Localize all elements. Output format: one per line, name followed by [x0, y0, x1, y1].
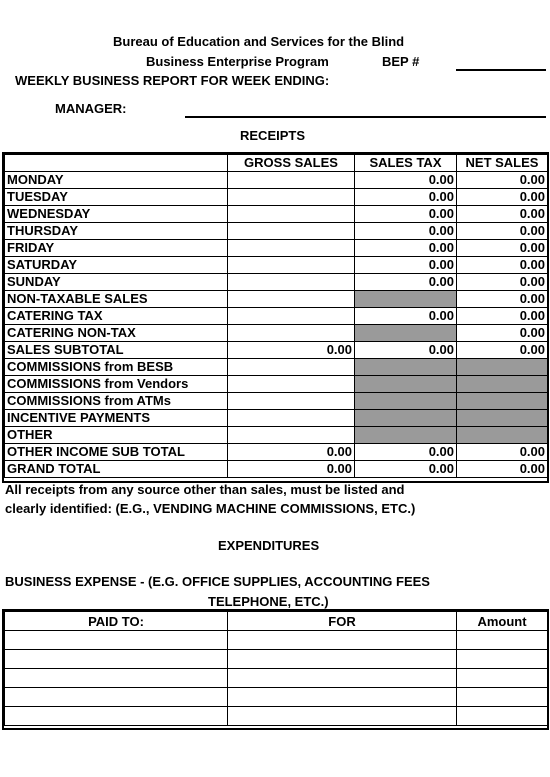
- receipts-row: [5, 325, 548, 342]
- net-sales-cell[interactable]: 0.00: [457, 308, 548, 325]
- receipts-row: [5, 257, 548, 274]
- receipts-note-line-2: clearly identified: (E.G., VENDING MACHINE COMMISSIONS, ETC.): [5, 501, 416, 516]
- business-expense-line-1: BUSINESS EXPENSE - (E.G. OFFICE SUPPLIES, ACCOUNTING FEES: [5, 574, 430, 589]
- gross-sales-cell[interactable]: [228, 189, 355, 206]
- net-sales-cell[interactable]: 0.00: [457, 291, 548, 308]
- sales-tax-cell[interactable]: 0.00: [355, 172, 457, 189]
- receipts-row: [5, 359, 548, 376]
- row-label: NON-TAXABLE SALES: [5, 291, 228, 308]
- for-cell[interactable]: [228, 631, 457, 650]
- gross-sales-cell[interactable]: [228, 308, 355, 325]
- net-sales-cell[interactable]: 0.00: [457, 325, 548, 342]
- sales-tax-cell[interactable]: 0.00: [355, 342, 457, 359]
- amount-cell[interactable]: [457, 650, 548, 669]
- sales-tax-cell: [355, 325, 457, 342]
- sales-tax-cell[interactable]: 0.00: [355, 461, 457, 478]
- sales-tax-cell: [355, 376, 457, 393]
- gross-sales-cell[interactable]: [228, 376, 355, 393]
- receipts-row: [5, 189, 548, 206]
- gross-sales-cell[interactable]: [228, 427, 355, 444]
- expenditures-table: [4, 611, 548, 726]
- receipts-header-row: [5, 155, 548, 172]
- amount-cell[interactable]: [457, 688, 548, 707]
- program-name: Business Enterprise Program: [146, 54, 329, 69]
- receipts-row: [5, 240, 548, 257]
- row-label: THURSDAY: [5, 223, 228, 240]
- sales-tax-cell[interactable]: 0.00: [355, 189, 457, 206]
- expenditures-title: EXPENDITURES: [218, 538, 320, 553]
- gross-sales-cell[interactable]: [228, 206, 355, 223]
- expenditure-row: [5, 650, 548, 669]
- for-cell[interactable]: [228, 669, 457, 688]
- amount-cell[interactable]: [457, 631, 548, 650]
- bep-label: BEP #: [382, 54, 420, 69]
- row-label: MONDAY: [5, 172, 228, 189]
- sales-tax-cell: [355, 410, 457, 427]
- net-sales-cell[interactable]: 0.00: [457, 206, 548, 223]
- gross-sales-cell[interactable]: 0.00: [228, 342, 355, 359]
- sales-tax-cell: [355, 359, 457, 376]
- sales-tax-cell[interactable]: 0.00: [355, 240, 457, 257]
- net-sales-cell[interactable]: 0.00: [457, 240, 548, 257]
- net-sales-cell[interactable]: 0.00: [457, 274, 548, 291]
- col-header-gross-sales: GROSS SALES: [228, 155, 355, 172]
- manager-field[interactable]: [185, 116, 546, 118]
- receipts-row: [5, 461, 548, 478]
- paid-to-cell[interactable]: [5, 688, 228, 707]
- row-label: WEDNESDAY: [5, 206, 228, 223]
- row-label: SALES SUBTOTAL: [5, 342, 228, 359]
- net-sales-cell: [457, 359, 548, 376]
- gross-sales-cell[interactable]: [228, 240, 355, 257]
- gross-sales-cell[interactable]: [228, 223, 355, 240]
- net-sales-cell[interactable]: 0.00: [457, 223, 548, 240]
- receipts-row: [5, 444, 548, 461]
- net-sales-cell: [457, 376, 548, 393]
- gross-sales-cell[interactable]: [228, 257, 355, 274]
- net-sales-cell: [457, 410, 548, 427]
- sales-tax-cell[interactable]: 0.00: [355, 223, 457, 240]
- net-sales-cell[interactable]: 0.00: [457, 172, 548, 189]
- sales-tax-cell: [355, 393, 457, 410]
- receipts-row: [5, 393, 548, 410]
- net-sales-cell[interactable]: 0.00: [457, 342, 548, 359]
- net-sales-cell[interactable]: 0.00: [457, 444, 548, 461]
- col-header-label: [5, 155, 228, 172]
- col-header-sales-tax: SALES TAX: [355, 155, 457, 172]
- paid-to-cell[interactable]: [5, 650, 228, 669]
- expenditures-header-row: [5, 612, 548, 631]
- sales-tax-cell: [355, 427, 457, 444]
- sales-tax-cell[interactable]: 0.00: [355, 308, 457, 325]
- amount-cell[interactable]: [457, 669, 548, 688]
- expenditure-row: [5, 688, 548, 707]
- col-header-amount: Amount: [457, 612, 548, 631]
- row-label: CATERING NON-TAX: [5, 325, 228, 342]
- sales-tax-cell[interactable]: 0.00: [355, 206, 457, 223]
- gross-sales-cell[interactable]: [228, 274, 355, 291]
- sales-tax-cell[interactable]: 0.00: [355, 444, 457, 461]
- row-label: INCENTIVE PAYMENTS: [5, 410, 228, 427]
- gross-sales-cell[interactable]: [228, 291, 355, 308]
- row-label: TUESDAY: [5, 189, 228, 206]
- row-label: COMMISSIONS from ATMs: [5, 393, 228, 410]
- row-label: FRIDAY: [5, 240, 228, 257]
- gross-sales-cell[interactable]: [228, 359, 355, 376]
- row-label: COMMISSIONS from BESB: [5, 359, 228, 376]
- net-sales-cell[interactable]: 0.00: [457, 257, 548, 274]
- expenditure-row: [5, 669, 548, 688]
- business-expense-line-2: TELEPHONE, ETC.): [208, 594, 329, 609]
- row-label: OTHER: [5, 427, 228, 444]
- sales-tax-cell: [355, 291, 457, 308]
- row-label: COMMISSIONS from Vendors: [5, 376, 228, 393]
- amount-cell[interactable]: [457, 707, 548, 726]
- paid-to-cell[interactable]: [5, 707, 228, 726]
- org-name: Bureau of Education and Services for the Blind: [113, 34, 405, 49]
- gross-sales-cell[interactable]: [228, 410, 355, 427]
- receipts-row: [5, 308, 548, 325]
- col-header-net-sales: NET SALES: [457, 155, 548, 172]
- sales-tax-cell[interactable]: 0.00: [355, 274, 457, 291]
- receipts-row: [5, 427, 548, 444]
- receipts-row: [5, 342, 548, 359]
- receipts-row: [5, 274, 548, 291]
- row-label: OTHER INCOME SUB TOTAL: [5, 444, 228, 461]
- row-label: GRAND TOTAL: [5, 461, 228, 478]
- gross-sales-cell[interactable]: [228, 172, 355, 189]
- gross-sales-cell[interactable]: 0.00: [228, 461, 355, 478]
- receipts-row: [5, 291, 548, 308]
- for-cell[interactable]: [228, 688, 457, 707]
- expenditure-row: [5, 631, 548, 650]
- gross-sales-cell[interactable]: [228, 393, 355, 410]
- col-header-paid-to: PAID TO:: [5, 612, 228, 631]
- receipts-title: RECEIPTS: [240, 128, 306, 143]
- manager-label: MANAGER:: [55, 101, 127, 116]
- net-sales-cell: [457, 427, 548, 444]
- gross-sales-cell[interactable]: [228, 325, 355, 342]
- for-cell[interactable]: [228, 707, 457, 726]
- net-sales-cell: [457, 393, 548, 410]
- net-sales-cell[interactable]: 0.00: [457, 461, 548, 478]
- bep-number-field[interactable]: [456, 69, 546, 71]
- expenditure-row: [5, 707, 548, 726]
- row-label: CATERING TAX: [5, 308, 228, 325]
- receipts-row: [5, 172, 548, 189]
- paid-to-cell[interactable]: [5, 669, 228, 688]
- receipts-row: [5, 410, 548, 427]
- receipts-row: [5, 223, 548, 240]
- receipts-table: [4, 154, 548, 478]
- for-cell[interactable]: [228, 650, 457, 669]
- receipts-row: [5, 376, 548, 393]
- paid-to-cell[interactable]: [5, 631, 228, 650]
- receipts-note-line-1: All receipts from any source other than sales, must be listed and: [5, 482, 405, 497]
- report-title: WEEKLY BUSINESS REPORT FOR WEEK ENDING:: [15, 73, 330, 88]
- gross-sales-cell[interactable]: 0.00: [228, 444, 355, 461]
- net-sales-cell[interactable]: 0.00: [457, 189, 548, 206]
- sales-tax-cell[interactable]: 0.00: [355, 257, 457, 274]
- row-label: SUNDAY: [5, 274, 228, 291]
- col-header-for: FOR: [228, 612, 457, 631]
- row-label: SATURDAY: [5, 257, 228, 274]
- receipts-row: [5, 206, 548, 223]
